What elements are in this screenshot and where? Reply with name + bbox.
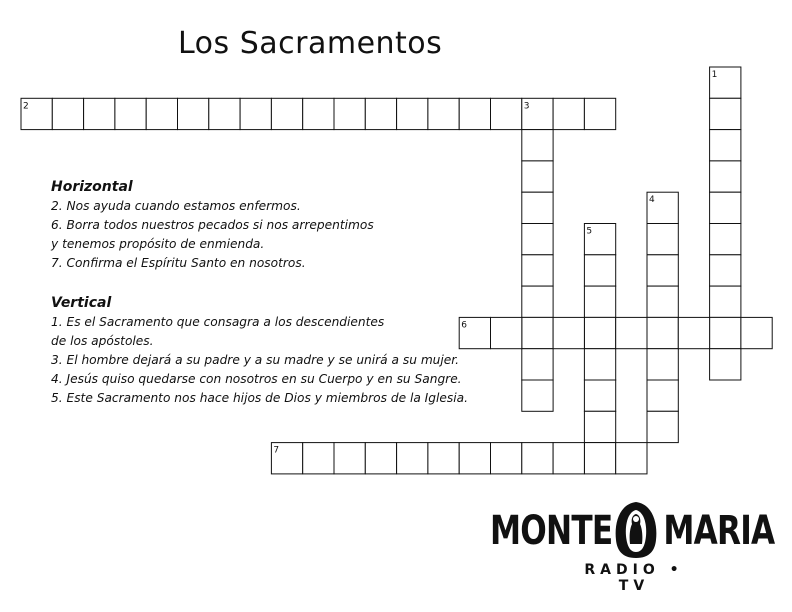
horizontal-heading: Horizontal [51, 179, 133, 195]
crossword-cell[interactable] [522, 255, 553, 286]
crossword-cell[interactable] [710, 161, 741, 192]
crossword-cell[interactable] [647, 349, 678, 380]
crossword-cell[interactable] [334, 443, 365, 474]
clue-number: 7 [273, 445, 280, 456]
crossword-cell[interactable] [710, 255, 741, 286]
crossword-cell[interactable] [647, 286, 678, 317]
crossword-cell[interactable] [553, 98, 584, 129]
crossword-cell[interactable] [710, 130, 741, 161]
crossword-cell[interactable] [334, 98, 365, 129]
crossword-cell[interactable] [584, 317, 615, 348]
crossword-cell[interactable] [115, 98, 146, 129]
crossword-cell[interactable] [397, 98, 428, 129]
clue-line: 6. Borra todos nuestros pecados si nos arrepentimos [51, 218, 374, 232]
clue-line: 3. El hombre dejará a su padre y a su madre y se unirá a su mujer. [51, 353, 460, 367]
clue-line: 4. Jesús quiso quedarse con nosotros en su Cuerpo y en su Sangre. [51, 372, 462, 386]
crossword-cell[interactable] [303, 443, 334, 474]
crossword-cell[interactable] [428, 98, 459, 129]
crossword-cell[interactable] [397, 443, 428, 474]
crossword-cell[interactable] [647, 224, 678, 255]
crossword-cell[interactable] [271, 98, 302, 129]
crossword-cell[interactable] [459, 98, 490, 129]
crossword-cell[interactable] [584, 411, 615, 442]
crossword-cell[interactable] [710, 317, 741, 348]
logo-word-left: MONTE [490, 508, 613, 554]
crossword-cell[interactable] [647, 255, 678, 286]
crossword-cell[interactable] [522, 192, 553, 223]
crossword-cell[interactable] [365, 443, 396, 474]
clue-line: 7. Confirma el Espíritu Santo en nosotros. [51, 256, 306, 270]
crossword-cell[interactable] [647, 380, 678, 411]
page-title: Los Sacramentos [178, 26, 443, 61]
crossword-cell[interactable] [616, 317, 647, 348]
crossword-cell[interactable] [647, 411, 678, 442]
vertical-clues [51, 294, 468, 408]
crossword-cell[interactable] [584, 286, 615, 317]
monte-maria-logo [490, 500, 774, 594]
crossword-cell[interactable] [522, 130, 553, 161]
clue-line: 5. Este Sacramento nos hace hijos de Dios y miembros de la Iglesia. [51, 391, 468, 405]
horizontal-clues [51, 178, 374, 273]
crossword-cell[interactable] [459, 443, 490, 474]
crossword-cell[interactable] [647, 317, 678, 348]
crossword-cell[interactable] [584, 255, 615, 286]
crossword-cell[interactable] [209, 98, 240, 129]
crossword-cell[interactable] [146, 98, 177, 129]
crossword-cell[interactable] [710, 349, 741, 380]
clue-number: 1 [711, 70, 718, 80]
crossword-cell[interactable] [522, 443, 553, 474]
crossword-cell[interactable] [710, 286, 741, 317]
clue-number: 5 [586, 226, 593, 237]
crossword-cell[interactable] [710, 224, 741, 255]
clue-line: 2. Nos ayuda cuando estamos enfermos. [51, 199, 301, 213]
crossword-cell[interactable] [178, 98, 209, 129]
crossword-cell[interactable] [491, 317, 522, 348]
crossword-cell[interactable] [522, 317, 553, 348]
crossword-cell[interactable] [491, 98, 522, 129]
clue-number: 3 [523, 101, 530, 112]
crossword-cell[interactable] [84, 98, 115, 129]
crossword-cell[interactable] [522, 286, 553, 317]
crossword-cell[interactable] [491, 443, 522, 474]
crossword-cell[interactable] [365, 98, 396, 129]
clue-number: 4 [649, 195, 655, 206]
crossword-cell[interactable] [616, 443, 647, 474]
crossword-cell[interactable] [710, 192, 741, 223]
logo-word-right: MARIA [662, 508, 774, 554]
crossword-cell[interactable] [52, 98, 83, 129]
clue-line: 1. Es el Sacramento que consagra a los descendientes [51, 315, 385, 329]
crossword-cell[interactable] [710, 98, 741, 129]
crossword-cell[interactable] [678, 317, 709, 348]
logo-subtitle: RADIO • TV [584, 562, 684, 594]
crossword-cell[interactable] [584, 98, 615, 129]
virgin-emblem-icon [608, 500, 664, 560]
crossword-cell[interactable] [553, 317, 584, 348]
clue-line: de los apóstoles. [51, 334, 154, 348]
crossword-cell[interactable] [553, 443, 584, 474]
crossword-cell[interactable] [522, 161, 553, 192]
crossword-cell[interactable] [584, 443, 615, 474]
clue-number: 6 [461, 320, 467, 331]
crossword-cell[interactable] [240, 98, 271, 129]
crossword-cell[interactable] [584, 349, 615, 380]
crossword-cell[interactable] [522, 224, 553, 255]
crossword-cell[interactable] [584, 380, 615, 411]
crossword-cell[interactable] [428, 443, 459, 474]
vertical-heading: Vertical [51, 295, 112, 311]
crossword-cell[interactable] [522, 380, 553, 411]
crossword-cell[interactable] [522, 349, 553, 380]
crossword-cell[interactable] [741, 317, 772, 348]
crossword-cell[interactable] [303, 98, 334, 129]
clue-number: 2 [23, 101, 29, 112]
clue-line: y tenemos propósito de enmienda. [51, 237, 265, 251]
